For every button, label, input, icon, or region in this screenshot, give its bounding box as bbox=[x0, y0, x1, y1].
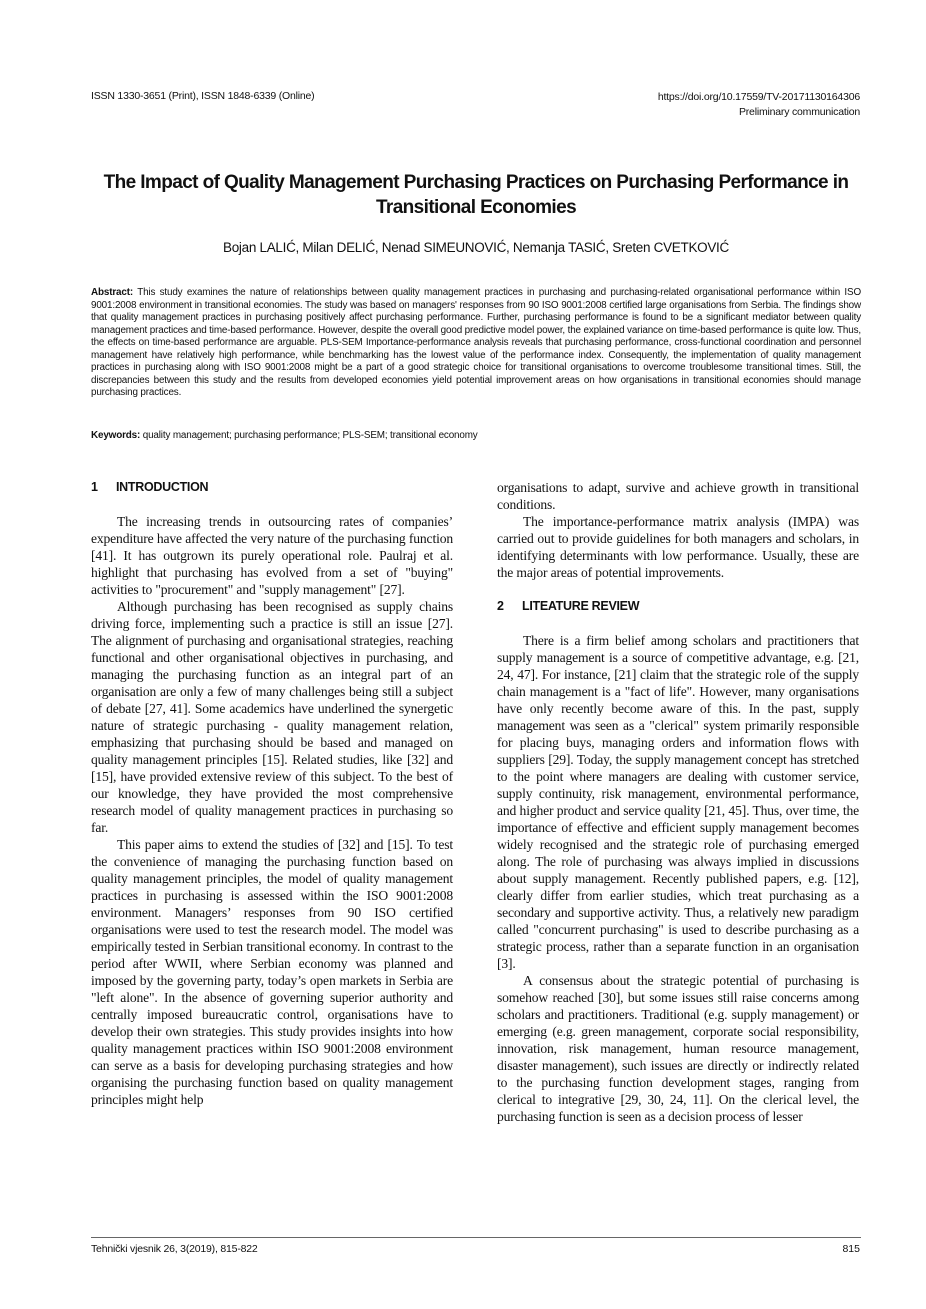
paper-title: The Impact of Quality Management Purchasing Practices on Purchasing Performance in Transitional Economies bbox=[103, 172, 849, 218]
journal-citation: Tehnički vjesnik 26, 3(2019), 815-822 bbox=[91, 1243, 258, 1255]
header-right bbox=[658, 90, 860, 120]
paragraph: There is a firm belief among scholars and practitioners that supply management is a source of competitive advantage, e.g. [21, 24, 47]. For instance, [21] claim that the strategic role of the supply chain management is a "fact of life". However, many organisations have only recently become aware of this. In the past, supply management was seen as a "clerical" system primarily responsible for placing buys, managing orders and information flows with suppliers [29]. Today, the supply management concept has stretched to the point where managers are dealing with customer service, supply continuity, risk management, environmental performance, and higher product and service quality [21, 45]. Thus, over time, the importance of effective and efficient supply management becomes widely recognised and the strategic role of purchasing emerged along. The role of purchasing was always implied in discussions about supply management. Recently published papers, e.g. [12], clearly differ from earlier studies, which treat purchasing as a secondary and supportive activity. Thus, a relatively new paradigm called "concurrent purchasing" is used to describe purchasing as a strategic process, rather than a separate function in an organisation [3]. bbox=[497, 633, 859, 971]
section-heading-literature-review bbox=[497, 598, 859, 615]
doi-link[interactable]: https://doi.org/10.17559/TV-20171130164306 bbox=[657, 91, 860, 103]
section-title: LITEATURE REVIEW bbox=[522, 599, 640, 613]
footer-divider bbox=[91, 1237, 861, 1238]
abstract-label: Abstract: bbox=[91, 287, 133, 298]
page-number: 815 bbox=[842, 1243, 860, 1255]
abstract bbox=[91, 287, 861, 400]
section-heading-introduction bbox=[91, 479, 453, 496]
paragraph: The increasing trends in outsourcing rates of companies’ expenditure have affected the very nature of the purchasing function [41]. It has outgrown its purely operational role. Paulraj et al. highlight that purchasing has evolved from a set of "buying" activities to "procurement" and "supply management" [27]. bbox=[91, 514, 453, 597]
issn-line: ISSN 1330-3651 (Print), ISSN 1848-6339 (Online) bbox=[91, 90, 315, 102]
right-column bbox=[497, 479, 859, 1125]
abstract-text: This study examines the nature of relationships between quality management practices in purchasing and purchasing-related organisational performance within ISO 9001:2008 environment in transitional economies. The study was based on managers' responses from 90 ISO 9001:2008 certified large organisations from Serbia. The findings show that quality management practices in purchasing positively affect purchasing performance. Further, purchasing performance is found to be a significant mediator between quality management practices and time-based performance. However, despite the overall good predictive model power, the explained variance on time-based performance is quite low. Thus, the effects on time-based performance are arguable. PLS-SEM Importance-performance analysis reveals that purchasing performance, cross-functional coordination and personnel management have relatively high performance, while benchmarking has the lowest value of the performance index. Consequently, the implementation of quality management practices in purchasing along with ISO 9001:2008 might be a part of a good strategic choice for transitional organisations to overcome troublesome transitional times. Still, the discrepancies between this study and the results from developed economies yield potential improvement areas on how organisations in transitional economies should manage purchasing practices. bbox=[91, 287, 861, 398]
paragraph: A consensus about the strategic potential of purchasing is somehow reached [30], but some issues still raise concerns among scholars and practitioners. Traditional (e.g. supply management) or emerging (e.g. green management, corporate social responsibility, innovation, risk management, human resource management, disaster management), such issues are directly or indirectly related to the purchasing function development stages, ranging from clerical to integrative [29, 30, 24, 11]. On the clerical level, the purchasing function is seen as a decision process of lesser bbox=[497, 973, 859, 1124]
keywords bbox=[91, 430, 861, 441]
article-type: Preliminary communication bbox=[738, 106, 860, 118]
section-number: 1 bbox=[91, 480, 98, 494]
paragraph-continued: organisations to adapt, survive and achieve growth in transitional conditions. bbox=[497, 480, 859, 512]
paragraph: This paper aims to extend the studies of [32] and [15]. To test the convenience of managing the purchasing function based on quality management principles, the model of quality management practices in purchasing is assessed within the ISO 9001:2008 environment. Managers’ responses from 90 ISO certified organisations were used to test the research model. The model was empirically tested in Serbian transitional economy. In contrast to the period after WWII, where Serbian economy was planned and imposed by the governing party, today’s open markets in Serbia are "left alone". In the absence of governing superior authority and centrally imposed bureaucratic control, organisations have to develop their own strategies. This study provides insights into how quality management practices within ISO 9001:2008 environment can serve as a basis for developing purchasing strategies and how organising the purchasing function based on quality management principles might help bbox=[91, 837, 453, 1107]
author-list: Bojan LALIĆ, Milan DELIĆ, Nenad SIMEUNOVIĆ, Nemanja TASIĆ, Sreten CVETKOVIĆ bbox=[223, 240, 729, 255]
left-column bbox=[91, 479, 453, 1108]
paragraph: Although purchasing has been recognised as supply chains driving force, implementing such a practice is still an issue [27]. The alignment of purchasing and organisational strategies, reaching functional and other organisational objectives in purchasing, and managing the purchasing function as an integral part of an organisation are only a few of many challenges being still a subject of debate [27, 41]. Some academics have underlined the synergetic nature of strategic purchasing - quality management relation, emphasizing that purchasing should be based and managed on quality management principles [15]. Related studies, like [32] and [15], have provided extensive review of this subject. To the best of our knowledge, they have provided the most comprehensive research model of quality management practices in purchasing so far. bbox=[91, 599, 453, 835]
section-title: INTRODUCTION bbox=[116, 480, 209, 494]
section-number: 2 bbox=[497, 599, 504, 613]
keywords-text: quality management; purchasing performance; PLS-SEM; transitional economy bbox=[142, 430, 478, 441]
keywords-label: Keywords: bbox=[91, 430, 141, 441]
paragraph: The importance-performance matrix analysis (IMPA) was carried out to provide guidelines for both managers and scholars, in identifying determinants with low performance. Usually, these are the major areas of potential improvements. bbox=[497, 514, 859, 580]
